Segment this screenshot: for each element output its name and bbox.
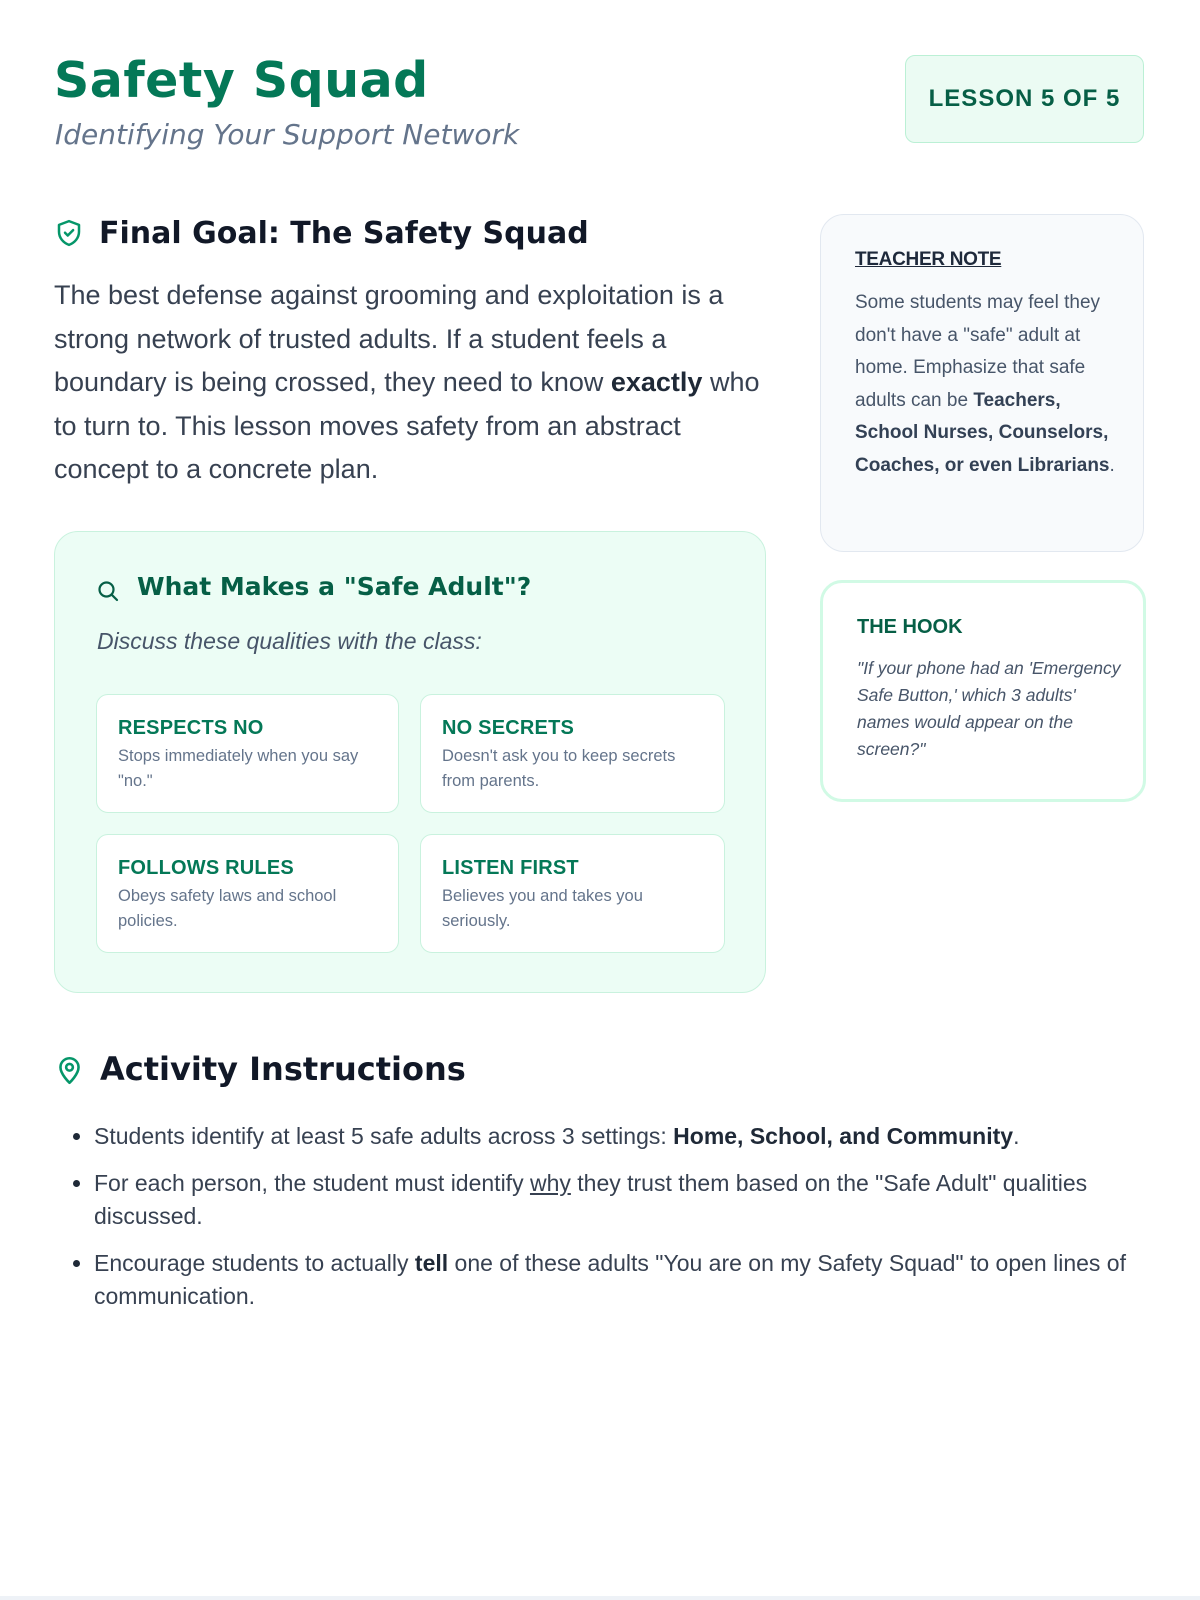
final-goal-heading: Final Goal: The Safety Squad bbox=[99, 216, 589, 251]
quality-description: Doesn't ask you to keep secrets from parents. bbox=[442, 747, 676, 790]
map-pin-icon bbox=[54, 1055, 85, 1086]
quality-card-respects-no bbox=[96, 694, 399, 813]
activity-item bbox=[94, 1167, 1184, 1234]
hook-question: "If your phone had an 'Emergency Safe Button,' which 3 adults' names would appear on the screen?" bbox=[857, 658, 1121, 759]
lesson-badge: LESSON 5 OF 5 bbox=[905, 55, 1144, 143]
page-title: Safety Squad bbox=[54, 52, 429, 109]
quality-description: Stops immediately when you say "no." bbox=[118, 747, 359, 790]
teacher-note-safe-adults: Teachers, School Nurses, Counselors, Coaches, or even Librarians bbox=[855, 389, 1110, 476]
quality-description: Believes you and takes you seriously. bbox=[442, 887, 643, 930]
activity-item bbox=[94, 1120, 1184, 1154]
activity-text: . bbox=[1013, 1123, 1020, 1149]
safe-adult-heading: What Makes a "Safe Adult"? bbox=[137, 572, 532, 601]
quality-title: FOLLOWS RULES bbox=[118, 857, 294, 879]
activity-why: why bbox=[529, 1169, 571, 1196]
final-goal-text-end: who to turn to. This lesson moves safety from an abstract concept to a concrete plan. bbox=[54, 367, 760, 484]
page-subtitle: Identifying Your Support Network bbox=[55, 118, 520, 151]
search-icon bbox=[96, 579, 120, 603]
hook-title: THE HOOK bbox=[857, 616, 963, 638]
quality-card-no-secrets bbox=[420, 694, 725, 813]
activity-text: Students identify at least 5 safe adults across 3 settings: bbox=[94, 1123, 674, 1149]
activity-tell: tell bbox=[414, 1249, 449, 1276]
activity-list bbox=[54, 1120, 1184, 1327]
final-goal-text-emphasis: exactly bbox=[610, 367, 703, 397]
final-goal-paragraph bbox=[54, 274, 774, 492]
quality-card-listen-first bbox=[420, 834, 725, 953]
quality-title: RESPECTS NO bbox=[118, 717, 264, 739]
quality-title: NO SECRETS bbox=[442, 717, 575, 739]
hook-card bbox=[820, 580, 1146, 802]
activity-text: they trust them based on the "Safe Adult" qualities discussed. bbox=[94, 1169, 1088, 1229]
teacher-note-card bbox=[820, 214, 1144, 552]
shield-check-icon bbox=[54, 218, 84, 248]
teacher-note-text-end: . bbox=[1109, 454, 1115, 476]
teacher-note-title: TEACHER NOTE bbox=[855, 249, 1002, 270]
safe-adult-intro: Discuss these qualities with the class: bbox=[97, 628, 482, 654]
quality-title: LISTEN FIRST bbox=[442, 857, 579, 879]
activity-text: Encourage students to actually bbox=[94, 1249, 415, 1276]
activity-text: For each person, the student must identify bbox=[94, 1169, 530, 1196]
activity-settings: Home, School, and Community bbox=[673, 1123, 1014, 1149]
final-goal-text-start: The best defense against grooming and exploitation is a strong network of trusted adults. If a student feels a boundary is being crossed, they need to know bbox=[54, 280, 724, 397]
teacher-note-text-start: Some students may feel they don't have a "safe" adult at home. Emphasize that safe adults can be bbox=[855, 292, 1101, 411]
quality-card-follows-rules bbox=[96, 834, 399, 953]
activity-heading: Activity Instructions bbox=[100, 1050, 466, 1088]
activity-text: one of these adults "You are on my Safety Squad" to open lines of communication. bbox=[94, 1249, 1126, 1309]
quality-description: Obeys safety laws and school policies. bbox=[118, 887, 337, 930]
activity-item bbox=[94, 1247, 1184, 1314]
safe-adult-panel bbox=[54, 531, 766, 993]
page-bottom-divider bbox=[0, 1596, 1200, 1600]
teacher-note-text bbox=[855, 287, 1123, 482]
